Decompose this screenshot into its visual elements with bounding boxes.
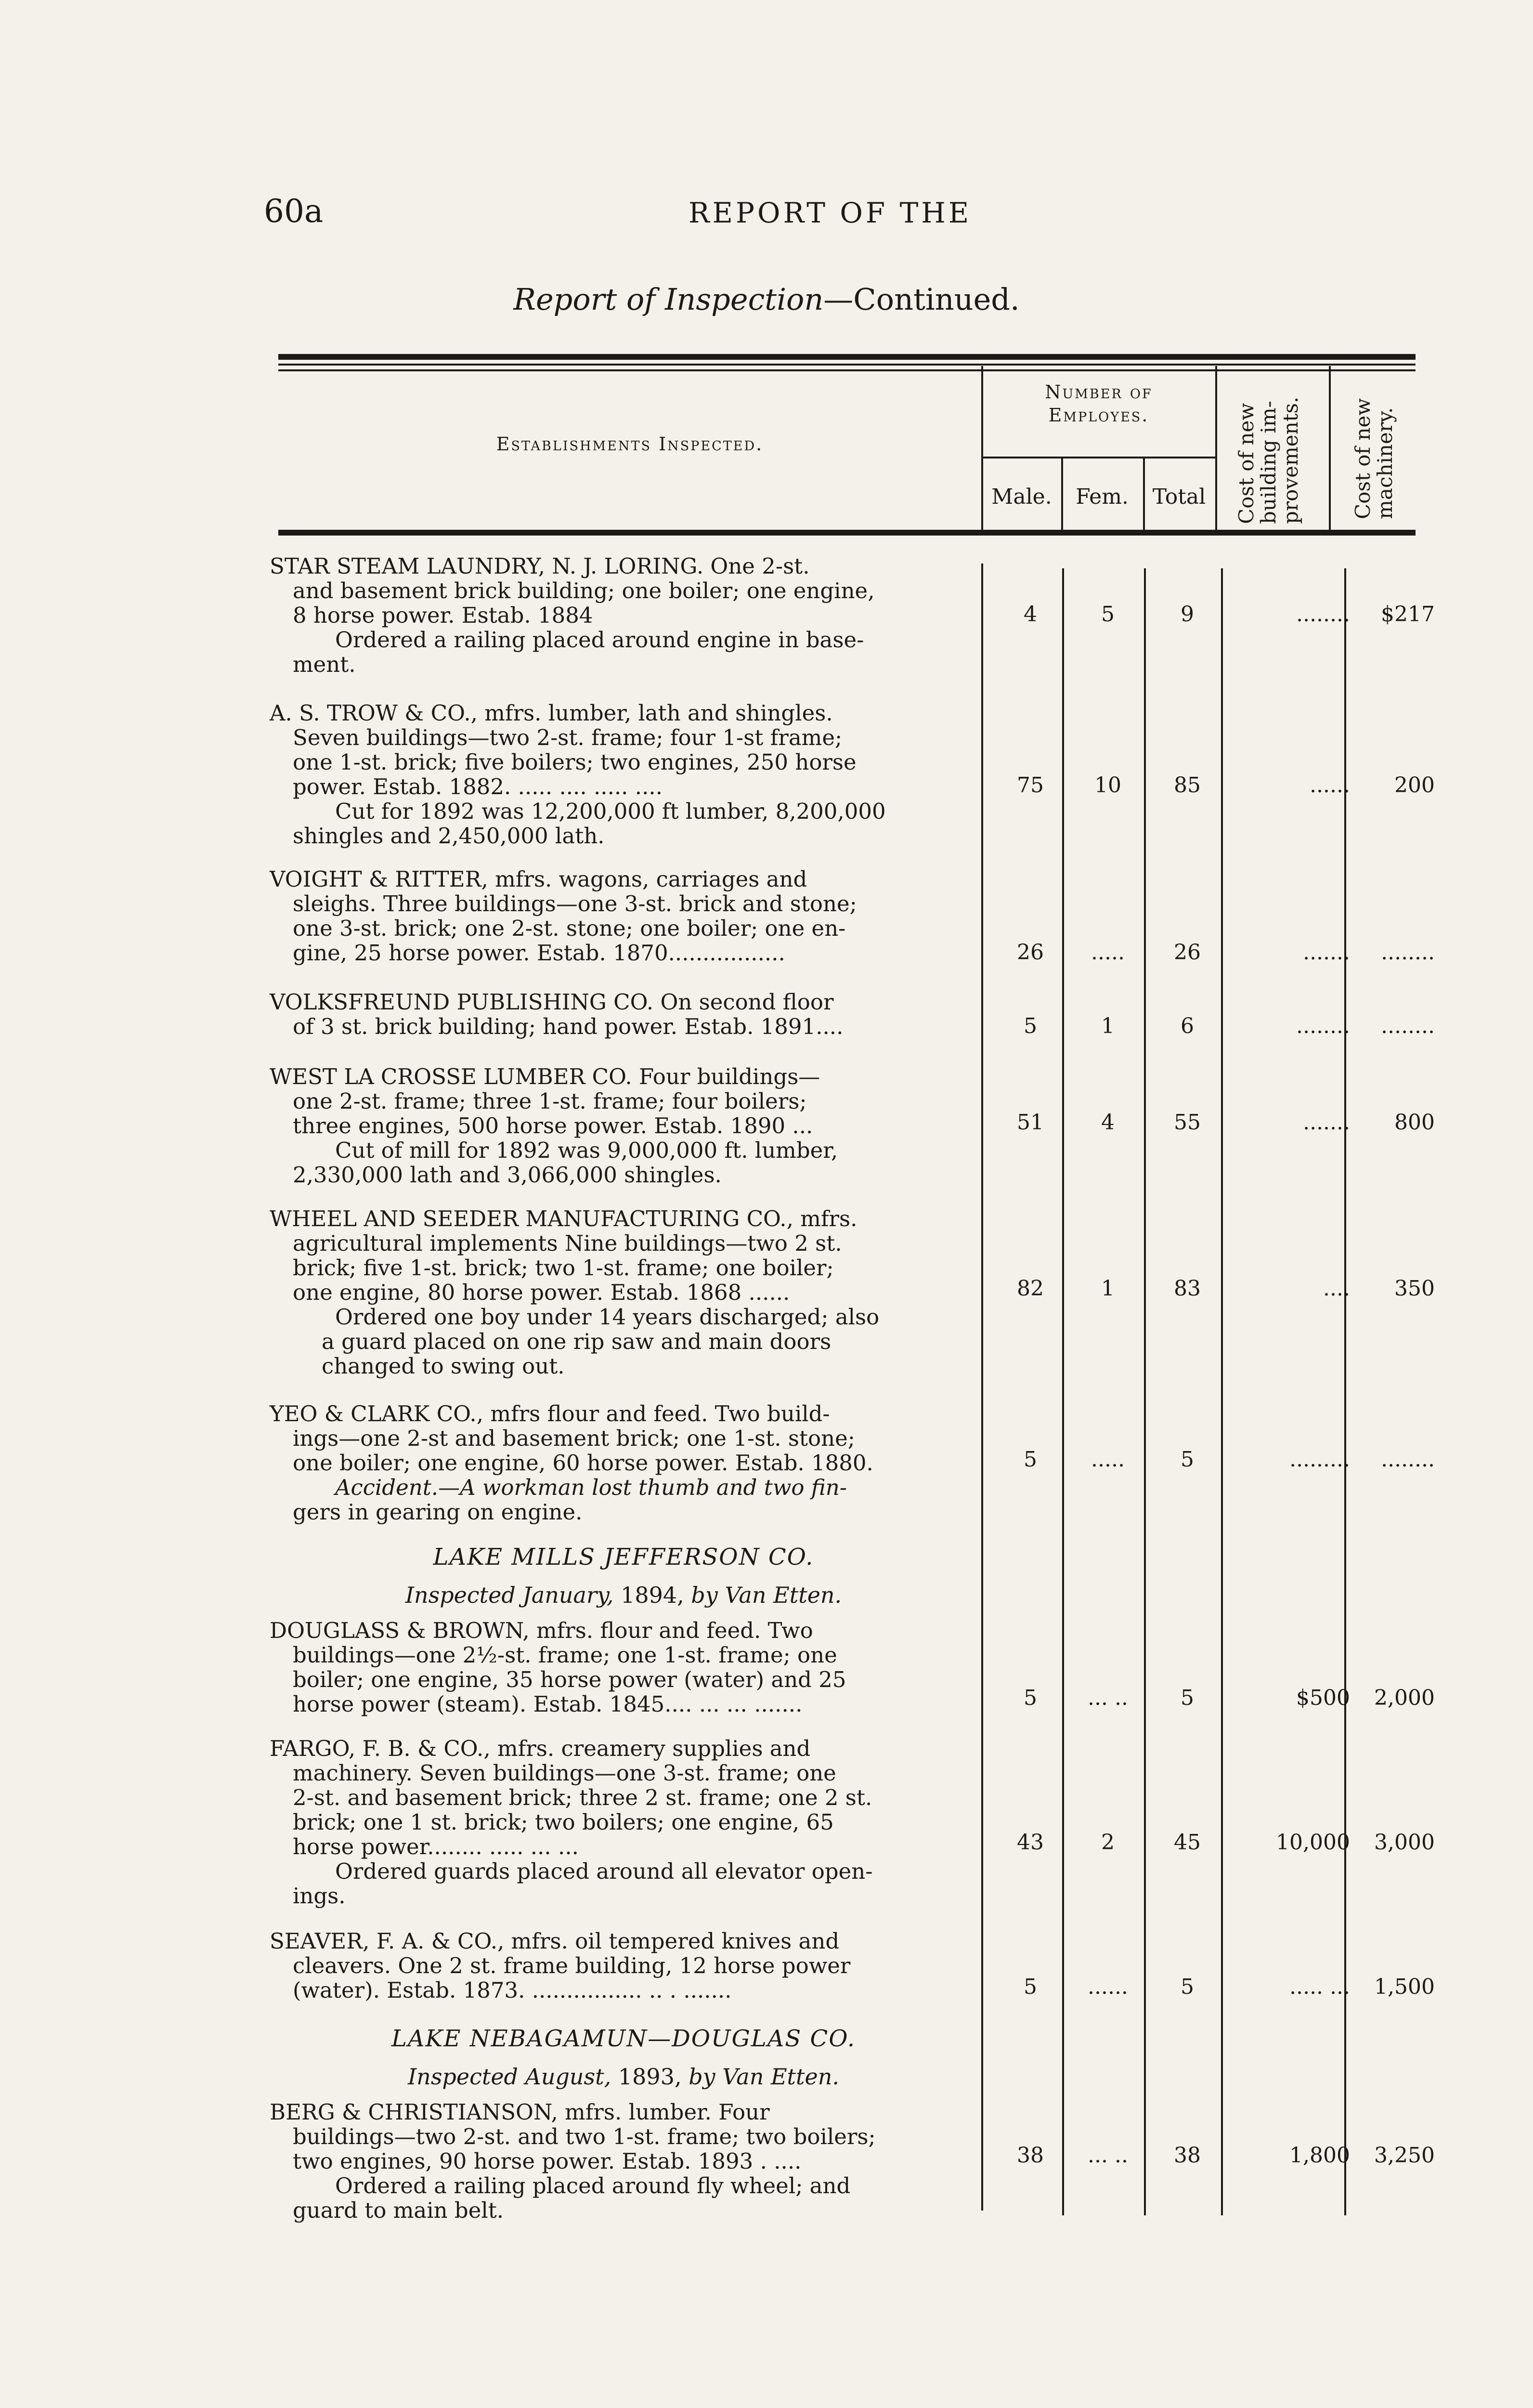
header-rule-top (278, 354, 1416, 360)
entry-line: 2,330,000 lath and 3,066,000 shingles. (293, 1162, 722, 1188)
header-employes (984, 380, 1213, 427)
machinery-cost: 3,250 (1374, 2143, 1435, 2168)
male-count: 43 (1017, 1830, 1044, 1855)
entry-line: ment. (293, 652, 356, 677)
entry-line: horse power (steam). Estab. 1845.... ... ... ....... (293, 1691, 803, 1717)
total-count: 85 (1174, 773, 1201, 798)
entry-line: changed to swing out. (322, 1353, 565, 1379)
column-line-male-fem (1062, 568, 1064, 2215)
entry-line: two engines, 90 horse power. Estab. 1893 . .... (293, 2148, 802, 2174)
entry-line: buildings—two 2-st. and two 1-st. frame; two boilers; (293, 2124, 876, 2149)
section-title: LAKE MILLS JEFFERSON CO. (433, 1544, 814, 1570)
male-count: 82 (1017, 1276, 1044, 1301)
section-inspected-date: 1894, (621, 1582, 684, 1608)
header-divider (981, 366, 983, 530)
entry-line: gine, 25 horse power. Estab. 1870................. (293, 940, 785, 966)
entry-berg-christianson (270, 2100, 977, 2223)
male-count: 5 (1024, 1447, 1037, 1472)
building-cost: ....... (1303, 1110, 1350, 1135)
header-cost-building-2: building im- (1257, 401, 1280, 524)
header-establishments: Establishments Inspected. (496, 433, 764, 455)
entry-line: brick; one 1 st. brick; two boilers; one engine, 65 (293, 1809, 834, 1835)
entry-line: one 3-st. brick; one 2-st. stone; one boiler; one en- (293, 916, 846, 941)
entry-line: sleighs. Three buildings—one 3-st. brick and stone; (293, 891, 857, 916)
total-count: 9 (1181, 602, 1194, 627)
entry-line: Ordered a railing placed around fly wheel; and (335, 2173, 851, 2199)
column-line-left (981, 563, 983, 2211)
entry-line: ings. (293, 1883, 346, 1909)
entry-line: horse power........ ..... ... ... (293, 1834, 579, 1859)
female-count: 1 (1101, 1014, 1115, 1038)
entry-line: cleavers. One 2 st. frame building, 12 horse power (293, 1953, 851, 1978)
total-count: 45 (1174, 1830, 1201, 1855)
female-count: ..... (1091, 1447, 1125, 1472)
entry-fargo (270, 1736, 977, 1908)
machinery-cost: ........ (1381, 1014, 1435, 1038)
subtitle-rest: —Continued. (823, 282, 1020, 317)
entry-line: FARGO, F. B. & CO., mfrs. creamery supplies and (270, 1736, 811, 1761)
section-inspected-date: 1893, (618, 2064, 682, 2090)
entry-line: boiler; one engine, 35 horse power (water) and 25 (293, 1667, 846, 1692)
header-employes-underline (982, 457, 1215, 458)
header-male: Male. (991, 484, 1052, 509)
entry-line: Cut for 1892 was 12,200,000 ft lumber, 8,200,000 (335, 798, 886, 824)
entry-line: gers in gearing on engine. (293, 1499, 583, 1525)
column-line-building-machinery (1344, 568, 1346, 2215)
entry-line: machinery. Seven buildings—one 3-st. frame; one (293, 1760, 836, 1786)
female-count: ... .. (1088, 1686, 1128, 1710)
section-inspected-by: by Van Etten. (689, 2064, 839, 2090)
building-cost: ........ (1296, 602, 1350, 627)
entry-line: Ordered a railing placed around engine in base- (335, 627, 864, 653)
machinery-cost: 3,000 (1374, 1830, 1435, 1855)
male-count: 5 (1024, 1686, 1037, 1710)
entry-line: BERG & CHRISTIANSON, mfrs. lumber. Four (270, 2099, 770, 2125)
header-divider (1215, 366, 1217, 530)
building-cost: $500 (1296, 1686, 1350, 1710)
male-count: 5 (1024, 1975, 1037, 1999)
entry-line: Ordered one boy under 14 years discharged; also (335, 1304, 880, 1330)
entry-line: A. S. TROW & CO., mfrs. lumber, lath and shingles. (270, 700, 833, 726)
column-line-total-building (1221, 568, 1223, 2215)
male-count: 26 (1017, 940, 1044, 965)
female-count: 2 (1101, 1830, 1115, 1855)
entry-line: YEO & CLARK CO., mfrs flour and feed. Two build- (270, 1401, 830, 1426)
entry-line: Ordered guards placed around all elevator open- (335, 1858, 873, 1884)
total-count: 55 (1174, 1110, 1201, 1135)
section-inspected-label: Inspected August, (408, 2064, 611, 2090)
subtitle-italic: Report of Inspection (513, 282, 824, 317)
total-count: 5 (1181, 1686, 1194, 1710)
building-cost: ......... (1289, 1447, 1350, 1472)
building-cost: ..... ... (1289, 1975, 1350, 1999)
female-count: ...... (1088, 1975, 1128, 1999)
header-cost-building (1235, 397, 1302, 524)
entry-line: one 1-st. brick; five boilers; two engines, 250 horse (293, 749, 857, 775)
total-count: 83 (1174, 1276, 1201, 1301)
entry-line: 2-st. and basement brick; three 2 st. frame; one 2 st. (293, 1785, 872, 1810)
header-rule-thin (278, 364, 1416, 366)
header-divider (1143, 458, 1145, 530)
entry-yeo-clark (270, 1401, 977, 1524)
entry-line: and basement brick building; one boiler; one engine, (293, 578, 875, 603)
entry-line: VOLKSFREUND PUBLISHING CO. On second floor (270, 989, 834, 1015)
male-count: 51 (1017, 1110, 1044, 1135)
header-cost-building-1: Cost of new (1234, 403, 1258, 524)
entry-line: power. Estab. 1882. ..... .... ..... .... (293, 774, 663, 799)
total-count: 5 (1181, 1447, 1194, 1472)
entry-line: DOUGLASS & BROWN, mfrs. flour and feed. Two (270, 1618, 813, 1643)
header-cost-machinery (1352, 398, 1396, 519)
entry-line: STAR STEAM LAUNDRY, N. J. LORING. One 2-st. (270, 553, 810, 579)
entry-line: (water). Estab. 1873. ................ .. . ....... (293, 1977, 732, 2003)
section-inspected-by: by Van Etten. (691, 1582, 842, 1608)
entry-line-accident: Accident.—A workman lost thumb and two fin- (335, 1475, 847, 1500)
page-subtitle (0, 282, 1533, 317)
entry-trow (270, 701, 977, 848)
female-count: 5 (1101, 602, 1115, 627)
page-number: 60a (264, 193, 324, 230)
male-count: 38 (1017, 2143, 1044, 2168)
building-cost: .... (1323, 1276, 1350, 1301)
header-total: Total (1152, 484, 1206, 509)
entry-seaver (270, 1929, 977, 2002)
entry-line: 8 horse power. Estab. 1884 (293, 602, 593, 628)
entry-line: guard to main belt. (293, 2198, 504, 2223)
header-rule-thin-2 (278, 369, 1416, 371)
female-count: 10 (1094, 773, 1121, 798)
machinery-cost: ........ (1381, 940, 1435, 965)
total-count: 38 (1174, 2143, 1201, 2168)
entry-line: WHEEL AND SEEDER MANUFACTURING CO., mfrs. (270, 1206, 857, 1231)
total-count: 5 (1181, 1975, 1194, 1999)
machinery-cost: 2,000 (1374, 1686, 1435, 1710)
female-count: 1 (1101, 1276, 1115, 1301)
entry-line: brick; five 1-st. brick; two 1-st. frame; one boiler; (293, 1255, 834, 1281)
entry-line: a guard placed on one rip saw and main doors (322, 1329, 831, 1354)
female-count: ..... (1091, 940, 1125, 965)
entry-line: SEAVER, F. A. & CO., mfrs. oil tempered knives and (270, 1928, 840, 1954)
section-inspected (270, 1582, 977, 1608)
header-divider (1061, 458, 1063, 530)
machinery-cost: ........ (1381, 1447, 1435, 1472)
entry-line: Seven buildings—two 2-st. frame; four 1-st frame; (293, 725, 843, 750)
building-cost: 10,000 (1276, 1830, 1350, 1855)
section-inspected-label: Inspected January, (405, 1582, 614, 1608)
entry-line: Cut of mill for 1892 was 9,000,000 ft. lumber, (335, 1138, 838, 1163)
machinery-cost: 800 (1394, 1110, 1435, 1135)
entry-line (270, 1475, 977, 1500)
building-cost: 1,800 (1289, 2143, 1350, 2168)
female-count: 4 (1101, 1110, 1115, 1135)
entry-wheel-and-seeder (270, 1206, 977, 1378)
entry-voight-ritter (270, 867, 977, 965)
entry-line: shingles and 2,450,000 lath. (293, 823, 605, 849)
total-count: 26 (1174, 940, 1201, 965)
entry-line: of 3 st. brick building; hand power. Estab. 1891.... (293, 1014, 844, 1039)
male-count: 4 (1024, 602, 1037, 627)
building-cost: ....... (1303, 940, 1350, 965)
entry-line: agricultural implements Nine buildings—two 2 st. (293, 1230, 842, 1256)
building-cost: ...... (1310, 773, 1350, 798)
header-cost-machinery-2: machinery. (1373, 407, 1397, 519)
section-inspected (270, 2064, 977, 2090)
entry-douglass-brown (270, 1618, 977, 1716)
running-head: REPORT OF THE (689, 196, 972, 229)
header-employes-line2: Employes. (1048, 405, 1149, 426)
entry-line: buildings—one 2½-st. frame; one 1-st. frame; one (293, 1642, 837, 1668)
building-cost: ........ (1296, 1014, 1350, 1038)
section-title: LAKE NEBAGAMUN—DOUGLAS CO. (391, 2025, 856, 2052)
header-cost-machinery-1: Cost of new (1351, 398, 1375, 519)
machinery-cost: 1,500 (1374, 1975, 1435, 1999)
machinery-cost: 200 (1394, 773, 1435, 798)
machinery-cost: $217 (1381, 602, 1435, 627)
header-rule-bottom (278, 530, 1416, 536)
header-divider (1329, 366, 1331, 530)
entry-volksfreund (270, 990, 977, 1039)
entry-line: WEST LA CROSSE LUMBER CO. Four buildings— (270, 1064, 820, 1089)
male-count: 5 (1024, 1014, 1037, 1038)
entry-west-la-crosse (270, 1064, 977, 1187)
entry-line: one boiler; one engine, 60 horse power. Estab. 1880. (293, 1450, 873, 1476)
entry-line: ings—one 2-st and basement brick; one 1-st. stone; (293, 1426, 855, 1451)
header-female: Fem. (1076, 484, 1129, 509)
column-line-fem-total (1144, 568, 1146, 2215)
entry-line: three engines, 500 horse power. Estab. 1890 ... (293, 1113, 813, 1139)
entry-line: VOIGHT & RITTER, mfrs. wagons, carriages and (270, 866, 807, 892)
entry-star-steam-laundry (270, 554, 977, 677)
entry-line: one engine, 80 horse power. Estab. 1868 ...... (293, 1280, 790, 1305)
header-cost-building-3: provements. (1279, 396, 1302, 524)
header-employes-line1: Number of (1045, 381, 1153, 403)
entry-line: one 2-st. frame; three 1-st. frame; four boilers; (293, 1088, 807, 1114)
male-count: 75 (1017, 773, 1044, 798)
total-count: 6 (1181, 1014, 1194, 1038)
machinery-cost: 350 (1394, 1276, 1435, 1301)
female-count: ... .. (1088, 2143, 1128, 2168)
